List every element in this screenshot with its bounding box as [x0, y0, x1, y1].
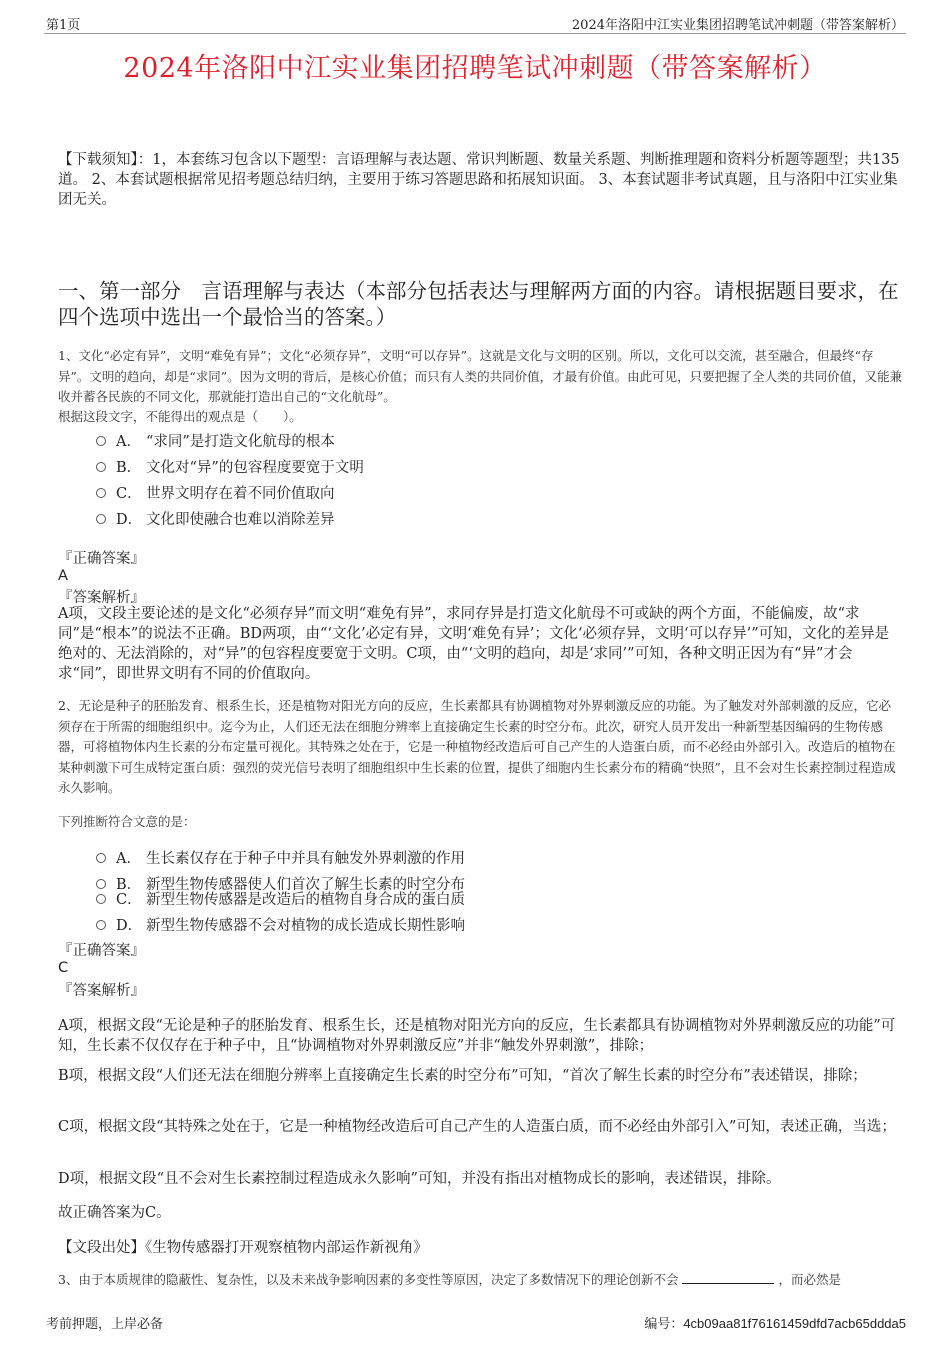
fill-blank: [682, 1271, 774, 1284]
radio-icon[interactable]: [96, 894, 106, 904]
q1-option-b[interactable]: B． 文化对“异”的包容程度要宽于文明: [96, 456, 364, 477]
q1-analysis: A项，文段主要论述的是文化“必须存异”而文明“难免有异”，求同存异是打造文化航母不可或缺的两个方面，不能偏废，故“求同”是“根本”的说法不正确。BD两项，由“‘文化’必定有异，文明‘难免有异’；文化‘必须存异，文明‘可以存异’”可知，文化的差异是绝对的、无法消除的，对“异”的包容程度要宽于文明。C项，由“‘文明的趋向，却是‘求同’”可知，各种文明正因为有“异”才会求“同”，即世界文明有不同的价值取向。: [58, 606, 890, 682]
q2-option-c[interactable]: C． 新型生物传感器是改造后的植物自身合成的蛋白质: [96, 888, 465, 909]
q1-option-d[interactable]: D． 文化即使融合也难以消除差异: [96, 508, 335, 529]
header-doc-title: 2024年洛阳中江实业集团招聘笔试冲刺题（带答案解析）: [571, 18, 904, 33]
q1-answer: A: [58, 568, 68, 584]
q2-source: 【文段出处】《生物传感器打开观察植物内部运作新视角》: [58, 1240, 428, 1256]
q2-answer: C: [58, 960, 69, 976]
footer-slogan: 考前押题，上岸必备: [46, 1317, 164, 1332]
q2-option-d[interactable]: D． 新型生物传感器不会对植物的成长造成长期性影响: [96, 914, 465, 935]
radio-icon[interactable]: [96, 514, 106, 524]
q1-option-a[interactable]: A． “求同”是打造文化航母的根本: [96, 430, 335, 451]
q2-analysis-d: D项，根据文段“且不会对生长素控制过程造成永久影响”可知，并没有指出对植物成长的影响，表述错误，排除。: [58, 1171, 781, 1187]
section-heading: 一、第一部分 言语理解与表达（本部分包括表达与理解两方面的内容。请根据题目要求，在四个选项中选出一个最恰当的答案。）: [58, 279, 899, 329]
q2-analysis-a: A项，根据文段“无论是种子的胚胎发育、根系生长，还是植物对阳光方向的反应，生长素都具有协调植物对外界刺激反应的功能”可知，生长素不仅仅存在于种子中，且“协调植物对外界刺激反应”并非“触发外界刺激”，排除；: [58, 1018, 896, 1054]
footer-code: 编号：4cb09aa81f76161459dfd7acb65ddda5: [644, 1316, 906, 1332]
q2-conclusion: 故正确答案为C。: [58, 1205, 171, 1221]
q1-option-c[interactable]: C． 世界文明存在着不同价值取向: [96, 482, 335, 503]
q1-prompt: 根据这段文字，不能得出的观点是（ ）。: [58, 409, 302, 424]
q2-answer-heading: 『正确答案』: [58, 943, 145, 959]
q2-option-a[interactable]: A． 生长素仅存在于种子中并具有触发外界刺激的作用: [96, 847, 465, 868]
q1-answer-heading: 『正确答案』: [58, 551, 145, 567]
q2-analysis-c: C项，根据文段“其特殊之处在于，它是一种植物经改造后可自己产生的人造蛋白质，而不必经由外部引入”可知，表述正确，当选；: [58, 1119, 896, 1135]
header-page-number: 第1页: [46, 18, 81, 33]
q1-stem: 1、文化“必定有异”，文明“难免有异”；文化“必须存异”，文明“可以存异”。这就是文化与文明的区别。所以，文化可以交流，甚至融合，但最终“存异”。文明的趋向，却是“求同”。因为文明的背后，是核心价值；而只有人类的共同价值，才最有价值。由此可见，只要把握了全人类的共同价值，又能兼收并蓄各民族的不同文化，那就能打造出自己的“文化航母”。: [58, 348, 903, 404]
radio-icon[interactable]: [96, 462, 106, 472]
radio-icon[interactable]: [96, 436, 106, 446]
radio-icon[interactable]: [96, 488, 106, 498]
q2-prompt: 下列推断符合文意的是：: [58, 814, 196, 829]
header-divider: [44, 33, 906, 34]
q2-stem: 2、无论是种子的胚胎发育、根系生长，还是植物对阳光方向的反应，生长素都具有协调植物对外界刺激反应的功能。为了触发对外部刺激的反应，它必须存在于所需的细胞组织中。迄今为止，人们还无法在细胞分辨率上直接确定生长素的时空分布。此次，研究人员开发出一种新型基因编码的生物传感器，可将植物体内生长素的分布定量可视化。其特殊之处在于，它是一种植物经改造后可自己产生的人造蛋白质，而不必经由外部引入。改造后的植物在某种刺激下可生成特定蛋白质：强烈的荧光信号表明了细胞组织中生长素的位置，提供了细胞内生长素分布的精确“快照”，且不会对生长素控制过程造成永久影响。: [58, 698, 896, 795]
download-notice: 【下载须知】：1，本套练习包含以下题型：言语理解与表达题、常识判断题、数量关系题、判断推理题和资料分析题等题型；共135道。 2、本套试题根据常见招考题总结归纳，主要用于练习答题思路和拓展知识面。 3、本套试题非考试真题，且与洛阳中江实业集团无关。: [58, 152, 900, 208]
q2-analysis-b: B项，根据文段“人们还无法在细胞分辨率上直接确定生长素的时空分布”可知，“首次了解生长素的时空分布”表述错误，排除；: [58, 1068, 867, 1084]
page-title: 2024年洛阳中江实业集团招聘笔试冲刺题（带答案解析）: [123, 53, 827, 84]
q1-analysis-heading: 『答案解析』: [58, 590, 145, 606]
radio-icon[interactable]: [96, 853, 106, 863]
q2-option-b[interactable]: B． 新型生物传感器使人们首次了解生长素的时空分布: [96, 873, 465, 894]
q2-analysis-heading: 『答案解析』: [58, 983, 145, 999]
radio-icon[interactable]: [96, 920, 106, 930]
q3-stem: 3、由于本质规律的隐蔽性、复杂性，以及未来战争影响因素的多变性等原因，决定了多数情况下的理论创新不会 ，而必然是: [58, 1272, 841, 1287]
